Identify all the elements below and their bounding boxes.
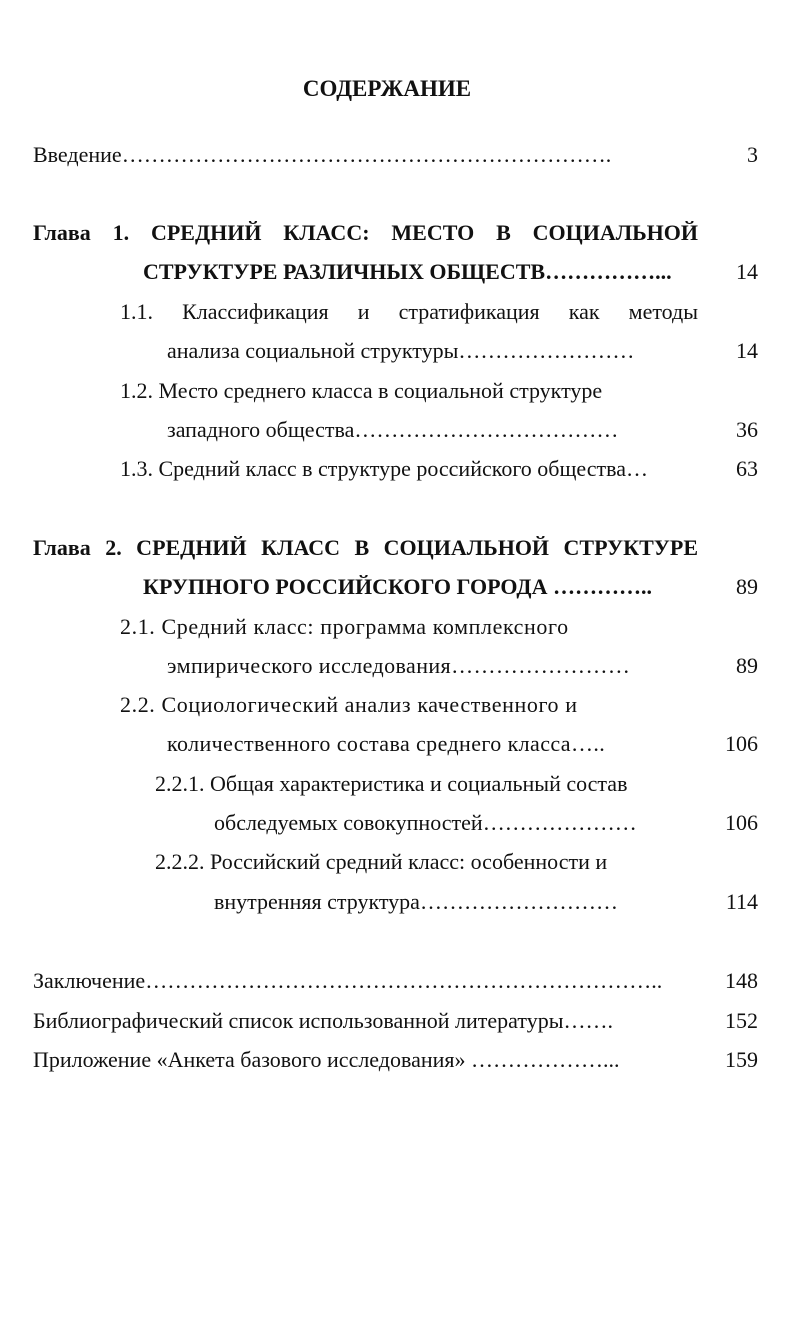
section-title-line-2: обследуемых совокупностей [214,810,483,835]
section-title-line-2: эмпирического исследования [167,653,452,678]
toc-leader-dots: …………………………………………………………. [121,142,612,167]
toc-page-number: 152 [725,1008,758,1033]
toc-leader-dots: ……. [563,1008,613,1033]
toc-leader-dots: ………………… [482,810,637,835]
section-title-line-2: количественного состава среднего класса [167,731,571,756]
toc-page-number: 63 [736,456,758,481]
toc-entry-label: Библиографический список использованной литературы [33,1008,564,1033]
chapter-heading-line-2: КРУПНОГО РОССИЙСКОГО ГОРОДА [143,574,548,599]
section-title-line-2: анализа социальной структуры [167,338,459,363]
toc-entry-label: Заключение [33,968,146,993]
section-title-line-1: 2.2.2. Российский средний класс: особенности и [155,849,608,874]
section-title-line-1: 1.2. Место среднего класса в социальной структуре [120,378,603,403]
toc-page-number: 89 [736,574,758,599]
toc-leader-dots: ……………………………… [354,417,619,442]
toc-page-number: 14 [736,259,758,284]
toc-page-number: 89 [736,653,758,678]
toc-page-number: 114 [725,889,758,914]
section-title-line-1: 1.3. Средний класс в структуре российского общества… [120,456,648,481]
section-title-line-1: 2.2. Социологический анализ качественного и [120,692,578,717]
toc-entry-label: Введение [33,142,122,167]
page-title: СОДЕРЖАНИЕ [302,76,472,101]
toc-page-number: 106 [725,731,758,756]
toc-page-number: 36 [736,417,758,442]
chapter-heading-line-1: Глава 1. СРЕДНИЙ КЛАСС: МЕСТО В СОЦИАЛЬНОЙ [33,220,698,245]
section-title-line-1: 2.2.1. Общая характеристика и социальный состав [155,771,628,796]
toc-leader-dots: …………………… [451,653,631,678]
toc-leader-dots: ………….. [552,574,652,599]
section-title-line-1: 2.1. Средний класс: программа комплексного [120,614,569,639]
chapter-heading-line-1: Глава 2. СРЕДНИЙ КЛАСС В СОЦИАЛЬНОЙ СТРУКТУРЕ [33,535,698,560]
toc-entry-label: Приложение «Анкета базового исследования» [33,1047,466,1072]
toc-leader-dots: ……………………… [419,889,618,914]
section-title-line-2: западного общества [167,417,355,442]
section-title-line-1: 1.1. Классификация и стратификация как методы [120,299,698,324]
toc-leader-dots: ………………... [465,1047,620,1072]
toc-page-number: 3 [747,142,758,167]
toc-leader-dots: ….. [570,731,606,756]
section-title-line-2: внутренняя структура [214,889,420,914]
toc-leader-dots: …………………… [458,338,635,363]
toc-page-number: 159 [725,1047,758,1072]
toc-page-number: 148 [725,968,758,993]
toc-leader-dots: ……………... [545,259,672,284]
toc-page-number: 14 [736,338,758,363]
chapter-heading-line-2: СТРУКТУРЕ РАЗЛИЧНЫХ ОБЩЕСТВ [143,259,546,284]
toc-leader-dots: …………………………………………………………….. [145,968,663,993]
toc-page-number: 106 [725,810,758,835]
